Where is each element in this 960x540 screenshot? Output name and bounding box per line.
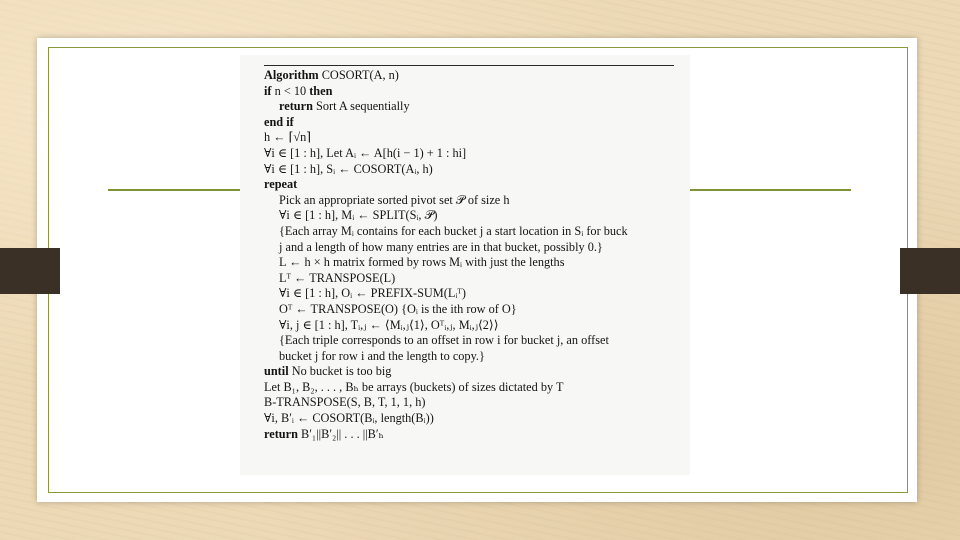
line-text: j and a length of how many entries are in that bucket, possibly 0.} [279,239,603,254]
algorithm-line-7 [264,177,690,193]
line-text: ∀i ∈ [1 : h], Let Aᵢ ← A[h(i − 1) + 1 : hi] [264,145,467,160]
keyword: repeat [264,177,298,192]
keyword: until [264,364,289,379]
line-text: No bucket is too big [291,364,392,379]
line-text: n < 10 [274,83,307,98]
algorithm-line-14 [264,286,690,302]
algorithm-image [240,55,690,475]
line-text: bucket j for row i and the length to copy.} [279,348,485,363]
algorithm-top-rule [264,65,674,66]
decorative-rule-left [108,189,242,191]
algorithm-line-22 [264,411,690,427]
line-text: Lᵀ ← TRANSPOSE(L) [279,270,396,285]
keyword: then [309,83,333,98]
line-text: ∀i, j ∈ [1 : h], Tᵢ,ⱼ ← ⟨Mᵢ,ⱼ⟨1⟩, Oᵀᵢ,ⱼ, Mᵢ,ⱼ⟨2⟩⟩ [279,317,499,332]
algorithm-title-signature: COSORT(A, n) [321,68,399,82]
keyword: if [264,83,272,98]
line-text: Sort A sequentially [316,99,410,114]
algorithm-line-6 [264,162,690,178]
algorithm-line-1 [264,84,690,100]
algorithm-line-12 [264,255,690,271]
algorithm-line-4 [264,130,690,146]
algorithm-line-13 [264,271,690,287]
algorithm-line-5 [264,146,690,162]
line-text: L ← h × h matrix formed by rows Mᵢ with just the lengths [279,255,565,270]
algorithm-line-23 [264,427,690,443]
algorithm-line-2 [264,99,690,115]
keyword: return [279,99,313,114]
algorithm-line-11 [264,240,690,256]
line-text: Oᵀ ← TRANSPOSE(O) {Oᵢ is the ith row of O} [279,301,517,316]
algorithm-line-19 [264,364,690,380]
decorative-rule-right [688,189,851,191]
line-text: ∀i ∈ [1 : h], Oᵢ ← PREFIX-SUM(Lᵢᵀ) [279,286,466,301]
algorithm-line-10 [264,224,690,240]
algorithm-line-18 [264,349,690,365]
line-text: {Each triple corresponds to an offset in row i for bucket j, an offset [279,333,609,348]
line-text: ∀i ∈ [1 : h], Sᵢ ← COSORT(Aᵢ, h) [264,161,433,176]
line-text: B-TRANSPOSE(S, B, T, 1, 1, h) [264,395,426,410]
algorithm-line-8 [264,193,690,209]
keyword: end if [264,114,294,129]
algorithm-title-keyword: Algorithm [264,68,319,82]
algorithm-line-21 [264,395,690,411]
side-tab-right [900,248,960,294]
keyword: return [264,426,298,441]
algorithm-title [264,68,690,84]
algorithm-line-17 [264,333,690,349]
line-text: Pick an appropriate sorted pivot set 𝒫 of size h [279,192,510,207]
algorithm-line-15 [264,302,690,318]
line-text: B′₁||B′₂|| . . . ||B′ₕ [301,426,384,441]
algorithm-line-20 [264,380,690,396]
line-text: ∀i, B′ᵢ ← COSORT(Bᵢ, length(Bᵢ)) [264,411,434,426]
line-text: {Each array Mᵢ contains for each bucket j a start location in Sᵢ for buck [279,223,628,238]
algorithm-line-3 [264,115,690,131]
line-text: Let B₁, B₂, . . . , Bₕ be arrays (buckets) of sizes dictated by T [264,379,564,394]
algorithm-line-16 [264,318,690,334]
line-text: ∀i ∈ [1 : h], Mᵢ ← SPLIT(Sᵢ, 𝒫) [279,208,438,223]
line-text: h ← ⌈√n⌉ [264,130,312,145]
algorithm-line-9 [264,208,690,224]
side-tab-left [0,248,60,294]
